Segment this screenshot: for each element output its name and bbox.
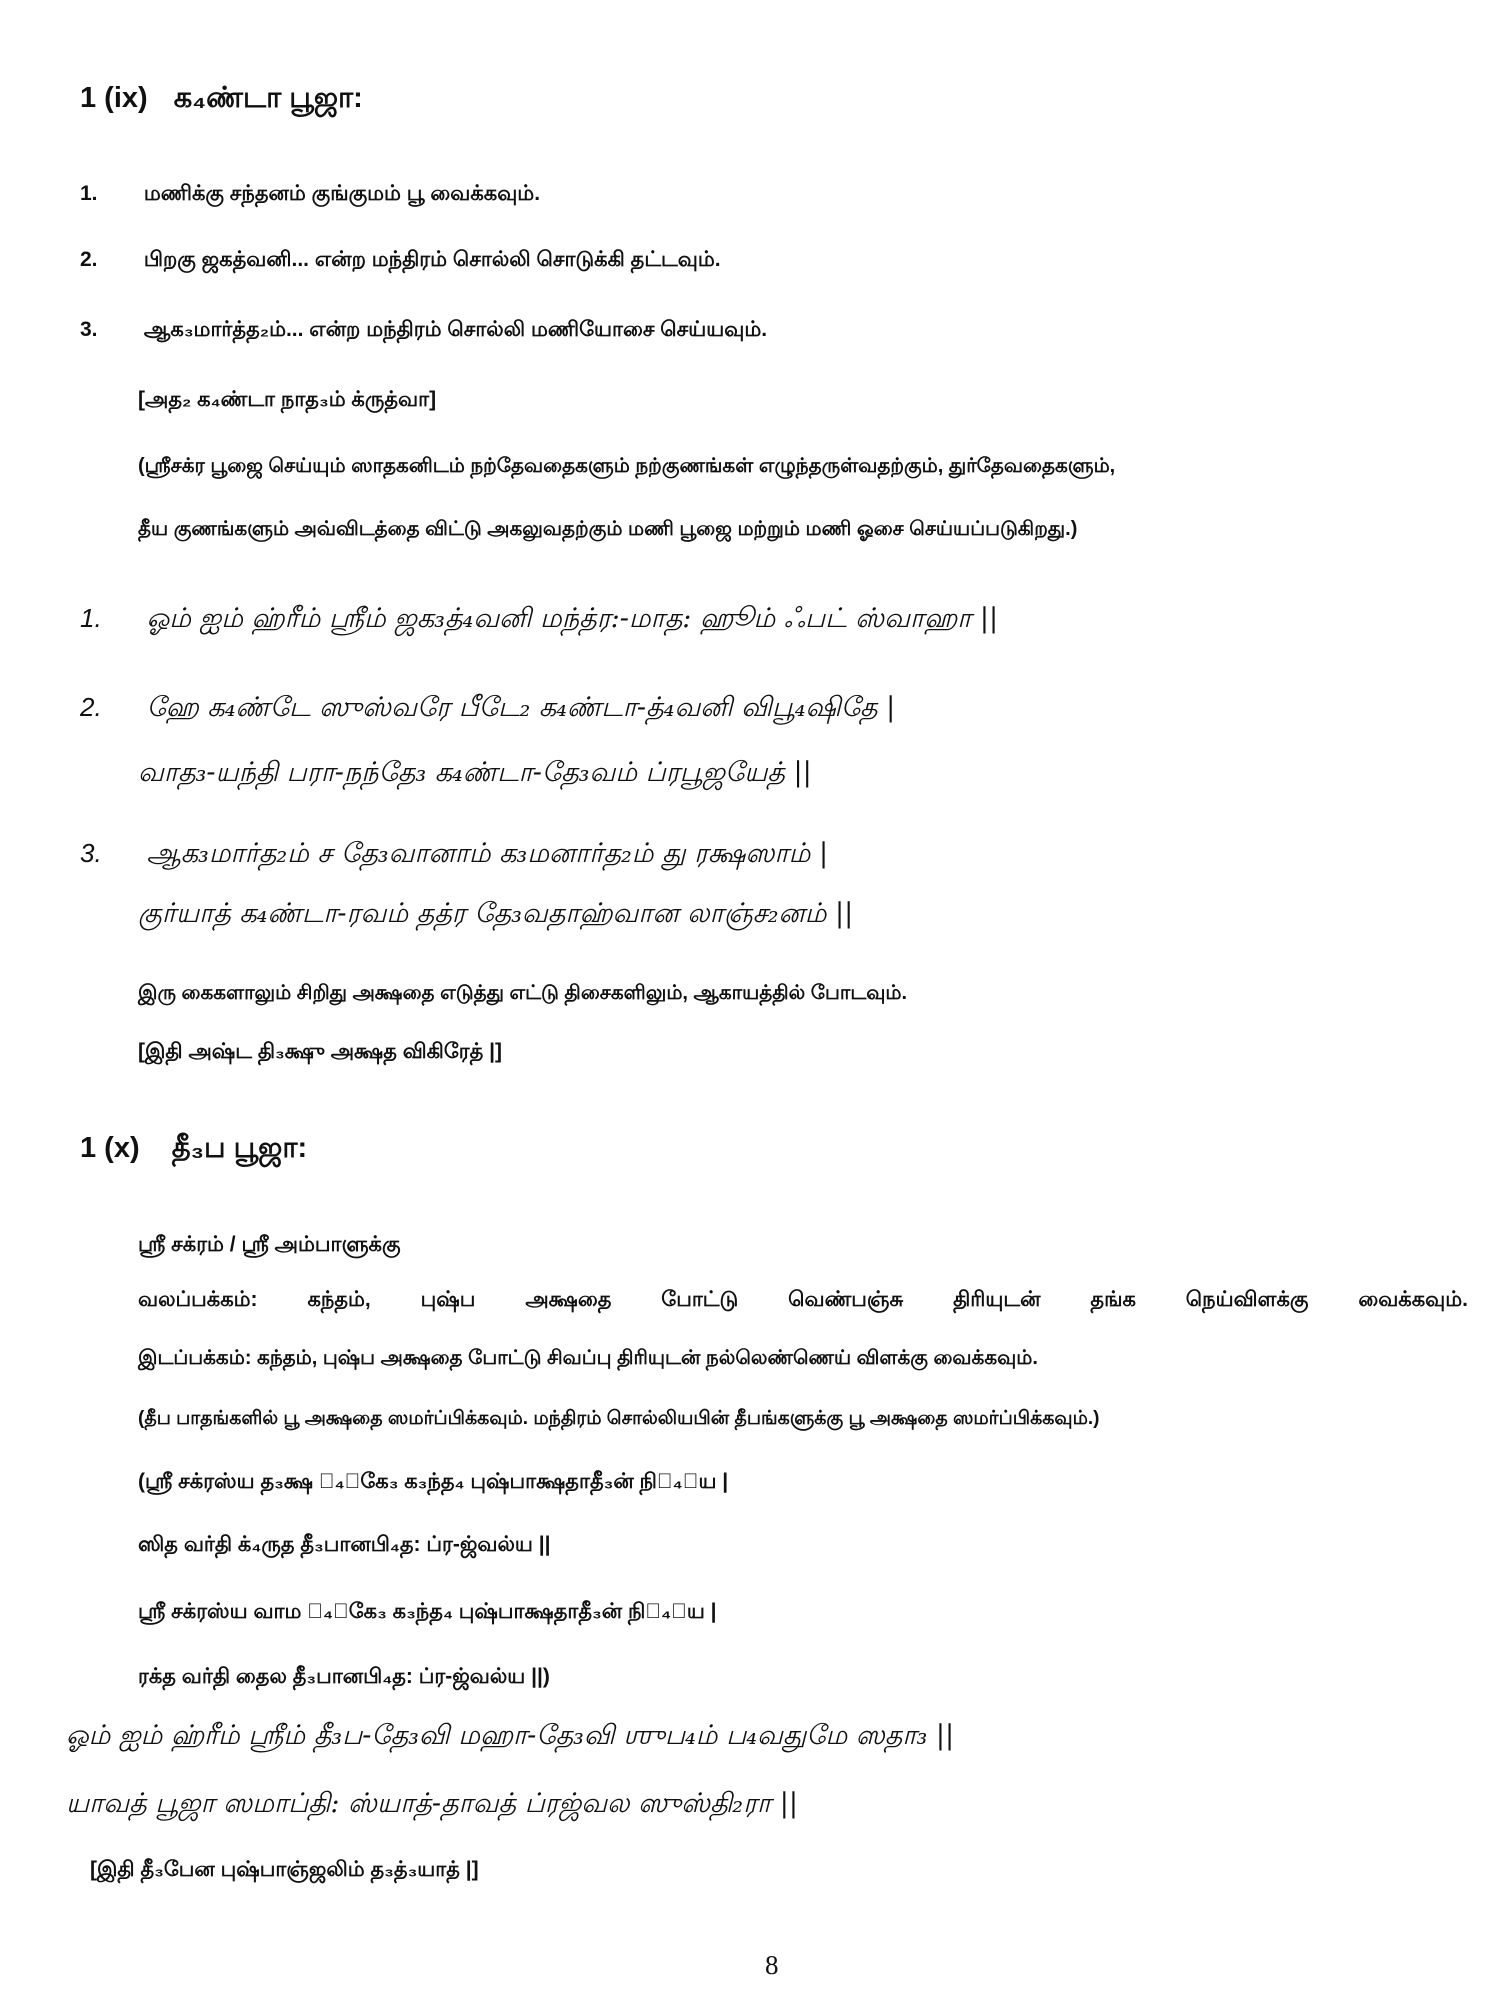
- step-2: [80, 248, 721, 274]
- section-x-paren-note: (தீப பாதங்களில் பூ அக்ஷதை ஸமர்ப்பிக்கவும். மந்திரம் சொல்லியபின் தீபங்களுக்கு பூ அக்ஷதை ஸமர்ப்பிக்கவும்.): [138, 1408, 1100, 1429]
- section-ix-title: க₄ண்டா பூஜா:: [173, 82, 363, 114]
- intro-line: ஸ்ரீ சக்ரம் / ஸ்ரீ அம்பாளுக்கு: [138, 1233, 401, 1256]
- mantra-1-text: ஓம் ஐம் ஹ்ரீம் ஸ்ரீம் ஜக₃த்₄வனி மந்த்ர:-மாத: ஹூம் ஃபட் ஸ்வாஹா ||: [146, 603, 999, 634]
- mantra-2-number: 2.: [80, 692, 102, 722]
- step-1: [80, 182, 540, 208]
- section-ix-heading: [80, 82, 363, 118]
- step-3-number: 3.: [80, 318, 98, 341]
- right-side-word: நெய்விளக்கு: [1185, 1288, 1309, 1311]
- akshata-instruction: இரு கைகளாலும் சிறிது அக்ஷதை எடுத்து எட்டு திசைகளிலும், ஆகாயத்தில் போடவும்.: [138, 982, 908, 1004]
- right-side-word: திரியுடன்: [953, 1288, 1041, 1311]
- verse-line-2: ஸித வர்தி க்₄ருத தீ₃பானபி₄த: ப்ர-ஜ்வல்ய ||: [138, 1533, 551, 1556]
- right-side-word: வலப்பக்கம்:: [138, 1288, 258, 1311]
- section-ix-closing: [இதி அஷ்ட தி₃க்ஷு அக்ஷத விகிரேத் |]: [138, 1040, 502, 1063]
- section-x-number: 1 (x): [80, 1132, 140, 1164]
- right-side-word: வைக்கவும்.: [1358, 1288, 1468, 1311]
- paren-note-line-1: (ஸ்ரீசக்ர பூஜை செய்யும் ஸாதகனிடம் நற்தேவதைகளும் நற்குணங்கள் எழுந்தருள்வதற்கும், துர்தேவதைகளும்,: [138, 455, 1116, 477]
- section-x-heading: [80, 1132, 307, 1168]
- mantra-3-line-1: ஆக₃மார்த₂ம் ச தே₃வானாம் க₃மனார்த₂ம் து ரக்ஷஸாம் |: [146, 838, 829, 869]
- page-number: 8: [765, 1950, 779, 1980]
- section-ix-number: 1 (ix): [80, 82, 148, 114]
- right-side-word: தங்க: [1090, 1288, 1136, 1311]
- step-1-text: மணிக்கு சந்தனம் குங்குமம் பூ வைக்கவும்.: [143, 182, 541, 205]
- right-side-line: [138, 1288, 1468, 1314]
- right-side-word: போட்டு: [661, 1288, 739, 1311]
- mantra-3: [80, 838, 828, 873]
- verse-line-4: ரக்த வர்தி தைல தீ₃பானபி₄த: ப்ர-ஜ்வல்ய ||): [138, 1665, 550, 1688]
- step-2-text: பிறகு ஜகத்வனி... என்ற மந்திரம் சொல்லி சொடுக்கி தட்டவும்.: [143, 248, 721, 271]
- step-3-text: ஆக₃மார்த்த₂ம்... என்ற மந்திரம் சொல்லி மணியோசை செய்யவும்.: [143, 318, 768, 341]
- step-2-number: 2.: [80, 248, 98, 271]
- right-side-word: அக்ஷதை: [525, 1288, 612, 1311]
- deepa-mantra-line-1: ஓம் ஐம் ஹ்ரீம் ஸ்ரீம் தீ₃ப-தே₃வி மஹா-தே₃வி ஶுப₄ம் ப₄வதுமே ஸதா₃ ||: [66, 1720, 955, 1751]
- section-x-closing: [இதி தீ₃பேன புஷ்பாஞ்ஜலிம் த₃த்₃யாத் |]: [90, 1858, 479, 1881]
- right-side-word: புஷ்ப: [420, 1288, 476, 1311]
- mantra-2: [80, 692, 895, 727]
- section-x-title: தீ₃ப பூஜா:: [171, 1132, 308, 1164]
- right-side-word: வெண்பஞ்சு: [788, 1288, 904, 1311]
- right-side-word: கந்தம்,: [307, 1288, 371, 1311]
- mantra-3-number: 3.: [80, 838, 102, 868]
- mantra-3-line-2: குர்யாத் க₄ண்டா-ரவம் தத்ர தே₃வதாஹ்வான லாஞ்ச₂னம் ||: [138, 898, 854, 929]
- paren-note-line-2: தீய குணங்களும் அவ்விடத்தை விட்டு அகலுவதற்கும் மணி பூஜை மற்றும் மணி ஓசை செய்யப்படுகிறது.): [138, 518, 1078, 540]
- bracket-note: [அத₂ க₄ண்டா நாத₃ம் க்ருத்வா]: [138, 388, 437, 411]
- verse-line-3: ஸ்ரீ சக்ரஸ்ய வாம ப₄ாகே₃ க₃ந்த₄ புஷ்பாக்ஷதாதீ₃ன் நித₄ாய |: [138, 1600, 717, 1623]
- step-3: [80, 318, 767, 344]
- verse-line-1: (ஸ்ரீ சக்ரஸ்ய த₃க்ஷ ப₄ாகே₃ க₃ந்த₄ புஷ்பாக்ஷதாதீ₃ன் நித₄ாய |: [138, 1470, 729, 1493]
- mantra-1-number: 1.: [80, 603, 102, 633]
- mantra-2-line-1: ஹே க₄ண்டே ஸுஸ்வரே பீடே₂ க₄ண்டா-த்₄வனி விபூ₄ஷிதே |: [146, 692, 896, 723]
- left-side-line: இடப்பக்கம்: கந்தம், புஷ்ப அக்ஷதை போட்டு சிவப்பு திரியுடன் நல்லெண்ணெய் விளக்கு வைக்கவும்.: [138, 1347, 1038, 1369]
- deepa-mantra-line-2: யாவத் பூஜா ஸமாப்தி: ஸ்யாத்-தாவத் ப்ரஜ்வல ஸுஸ்தி₂ரா ||: [66, 1788, 798, 1819]
- mantra-2-line-2: வாத₃-யந்தி பரா-நந்தே₃ க₄ண்டா-தே₃வம் ப்ரபூஜயேத் ||: [138, 757, 812, 788]
- step-1-number: 1.: [80, 182, 98, 205]
- mantra-1: [80, 603, 998, 638]
